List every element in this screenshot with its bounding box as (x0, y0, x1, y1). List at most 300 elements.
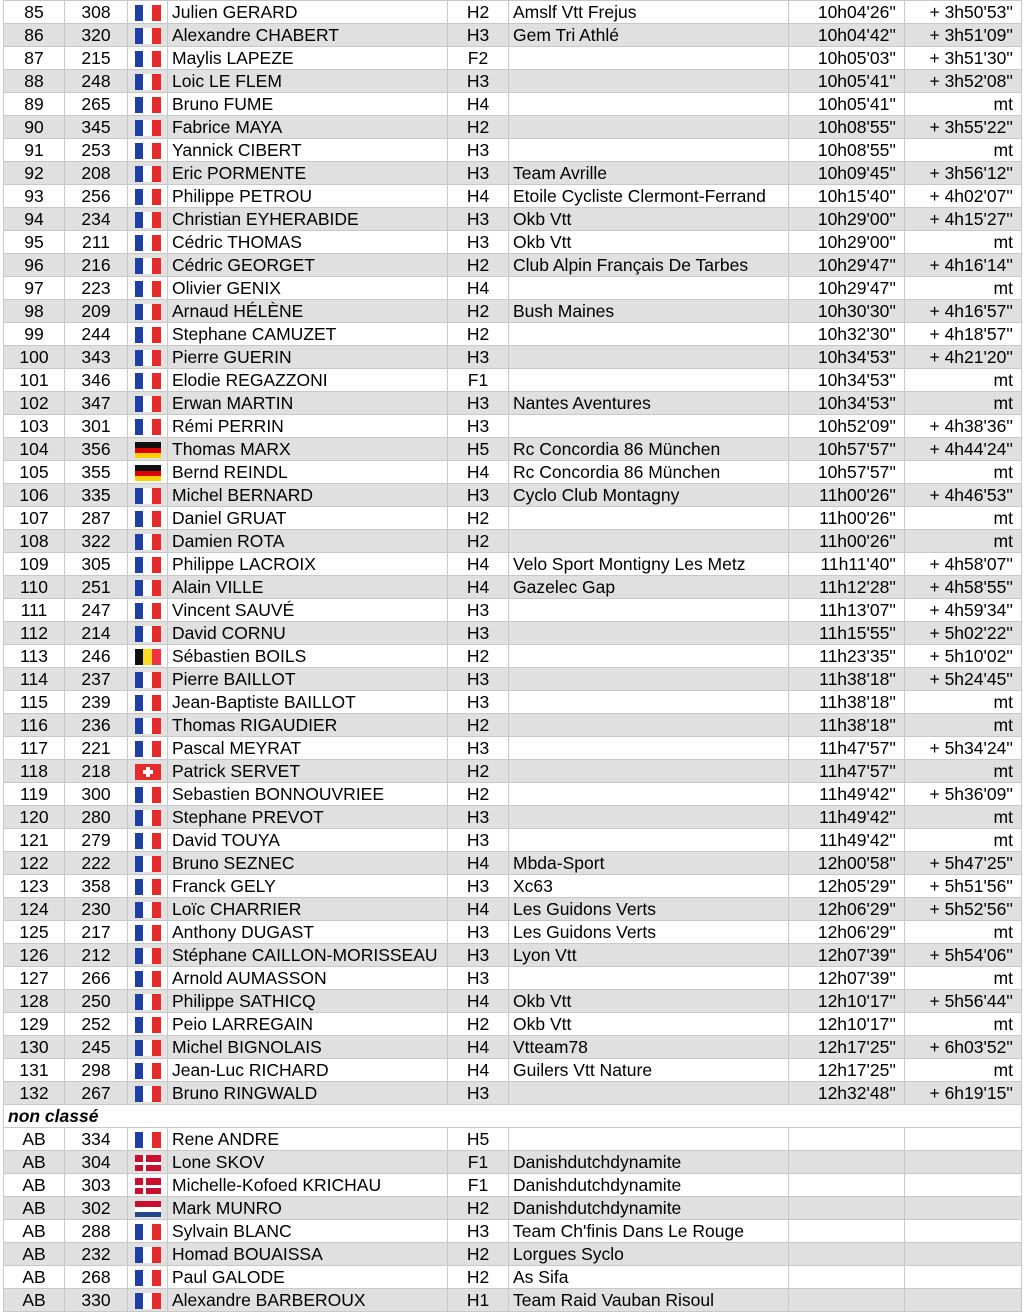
rank-cell: 103 (4, 415, 65, 438)
flag-fr-icon (135, 580, 161, 596)
table-row (4, 1243, 1022, 1266)
rank-cell: AB (4, 1243, 65, 1266)
flag-cell (128, 806, 168, 829)
time-cell: 10h04'26'' (789, 1, 905, 24)
bib-cell: 232 (65, 1243, 128, 1266)
rank-cell: 87 (4, 47, 65, 70)
bib-cell: 358 (65, 875, 128, 898)
gap-cell: + 4h46'53'' (905, 484, 1022, 507)
category-cell: H4 (448, 553, 509, 576)
rank-cell: 95 (4, 231, 65, 254)
name-cell: Homad BOUAISSA (168, 1243, 448, 1266)
club-cell (509, 415, 789, 438)
bib-cell: 288 (65, 1220, 128, 1243)
gap-cell: + 4h15'27'' (905, 208, 1022, 231)
rank-cell: 88 (4, 70, 65, 93)
name-cell: Rene ANDRE (168, 1128, 448, 1151)
time-cell: 10h29'00'' (789, 231, 905, 254)
category-cell: H2 (448, 1243, 509, 1266)
category-cell: H3 (448, 944, 509, 967)
category-cell: H3 (448, 737, 509, 760)
time-cell: 11h00'26'' (789, 484, 905, 507)
name-cell: Maylis LAPEZE (168, 47, 448, 70)
rank-cell: 126 (4, 944, 65, 967)
gap-cell: + 4h44'24'' (905, 438, 1022, 461)
category-cell: H3 (448, 806, 509, 829)
gap-cell (905, 1243, 1022, 1266)
flag-cell (128, 346, 168, 369)
flag-fr-icon (135, 672, 161, 688)
flag-fr-icon (135, 1063, 161, 1079)
gap-cell: + 4h16'57'' (905, 300, 1022, 323)
flag-cell (128, 415, 168, 438)
table-row (4, 507, 1022, 530)
rank-cell: 124 (4, 898, 65, 921)
flag-fr-icon (135, 1293, 161, 1309)
rank-cell: 125 (4, 921, 65, 944)
category-cell: H3 (448, 691, 509, 714)
time-cell: 11h49'42'' (789, 783, 905, 806)
name-cell: Cédric GEORGET (168, 254, 448, 277)
flag-cell (128, 1036, 168, 1059)
bib-cell: 302 (65, 1197, 128, 1220)
category-cell: H2 (448, 507, 509, 530)
category-cell: H4 (448, 461, 509, 484)
flag-cell (128, 70, 168, 93)
club-cell: Les Guidons Verts (509, 921, 789, 944)
club-cell: Cyclo Club Montagny (509, 484, 789, 507)
bib-cell: 209 (65, 300, 128, 323)
table-row (4, 231, 1022, 254)
club-cell: Mbda-Sport (509, 852, 789, 875)
time-cell: 10h30'30'' (789, 300, 905, 323)
gap-cell: + 6h03'52'' (905, 1036, 1022, 1059)
name-cell: Daniel GRUAT (168, 507, 448, 530)
gap-cell (905, 1128, 1022, 1151)
flag-cell (128, 875, 168, 898)
category-cell: H3 (448, 484, 509, 507)
time-cell: 12h05'29'' (789, 875, 905, 898)
club-cell (509, 783, 789, 806)
rank-cell: 98 (4, 300, 65, 323)
flag-fr-icon (135, 902, 161, 918)
time-cell: 10h05'03'' (789, 47, 905, 70)
rank-cell: 91 (4, 139, 65, 162)
flag-cell (128, 24, 168, 47)
time-cell: 10h29'00'' (789, 208, 905, 231)
flag-nl-icon (135, 1201, 161, 1217)
flag-fr-icon (135, 810, 161, 826)
bib-cell: 248 (65, 70, 128, 93)
club-cell: As Sifa (509, 1266, 789, 1289)
rank-cell: 109 (4, 553, 65, 576)
table-row (4, 645, 1022, 668)
flag-fr-icon (135, 925, 161, 941)
flag-cell (128, 277, 168, 300)
club-cell: Team Ch'finis Dans Le Rouge (509, 1220, 789, 1243)
name-cell: Stephane CAMUZET (168, 323, 448, 346)
club-cell: Danishdutchdynamite (509, 1151, 789, 1174)
flag-cell (128, 484, 168, 507)
flag-cell (128, 323, 168, 346)
rank-cell: 97 (4, 277, 65, 300)
club-cell (509, 691, 789, 714)
rank-cell: 127 (4, 967, 65, 990)
gap-cell: mt (905, 714, 1022, 737)
bib-cell: 301 (65, 415, 128, 438)
bib-cell: 251 (65, 576, 128, 599)
name-cell: Philippe SATHICQ (168, 990, 448, 1013)
gap-cell: + 3h56'12'' (905, 162, 1022, 185)
time-cell: 11h15'55'' (789, 622, 905, 645)
flag-cell (128, 645, 168, 668)
time-cell: 12h07'39'' (789, 967, 905, 990)
gap-cell: + 5h36'09'' (905, 783, 1022, 806)
rank-cell: AB (4, 1151, 65, 1174)
flag-cell (128, 369, 168, 392)
club-cell (509, 599, 789, 622)
rank-cell: 94 (4, 208, 65, 231)
name-cell: Pierre GUERIN (168, 346, 448, 369)
category-cell: H3 (448, 1220, 509, 1243)
name-cell: Mark MUNRO (168, 1197, 448, 1220)
club-cell (509, 967, 789, 990)
rank-cell: 132 (4, 1082, 65, 1105)
flag-fr-icon (135, 1247, 161, 1263)
table-row (4, 829, 1022, 852)
club-cell: Okb Vtt (509, 231, 789, 254)
gap-cell (905, 1266, 1022, 1289)
flag-fr-icon (135, 74, 161, 90)
time-cell: 11h00'26'' (789, 530, 905, 553)
category-cell: H2 (448, 645, 509, 668)
flag-cell (128, 553, 168, 576)
bib-cell: 218 (65, 760, 128, 783)
flag-fr-icon (135, 281, 161, 297)
gap-cell: + 4h59'34'' (905, 599, 1022, 622)
rank-cell: 120 (4, 806, 65, 829)
gap-cell: + 5h34'24'' (905, 737, 1022, 760)
name-cell: Bernd REINDL (168, 461, 448, 484)
rank-cell: 113 (4, 645, 65, 668)
rank-cell: 85 (4, 1, 65, 24)
bib-cell: 347 (65, 392, 128, 415)
gap-cell: + 4h58'55'' (905, 576, 1022, 599)
table-row (4, 208, 1022, 231)
club-cell (509, 714, 789, 737)
category-cell: H3 (448, 921, 509, 944)
category-cell: H2 (448, 323, 509, 346)
club-cell: Danishdutchdynamite (509, 1197, 789, 1220)
bib-cell: 234 (65, 208, 128, 231)
bib-cell: 212 (65, 944, 128, 967)
gap-cell: + 4h21'20'' (905, 346, 1022, 369)
club-cell (509, 737, 789, 760)
club-cell: Team Raid Vauban Risoul (509, 1289, 789, 1312)
bib-cell: 221 (65, 737, 128, 760)
category-cell: H4 (448, 576, 509, 599)
category-cell: H5 (448, 438, 509, 461)
rank-cell: 110 (4, 576, 65, 599)
table-row (4, 898, 1022, 921)
gap-cell: + 4h58'07'' (905, 553, 1022, 576)
club-cell: Les Guidons Verts (509, 898, 789, 921)
flag-cell (128, 208, 168, 231)
rank-cell: 96 (4, 254, 65, 277)
flag-fr-icon (135, 695, 161, 711)
club-cell: Nantes Aventures (509, 392, 789, 415)
name-cell: Eric PORMENTE (168, 162, 448, 185)
flag-cell (128, 1289, 168, 1312)
flag-fr-icon (135, 603, 161, 619)
club-cell: Gazelec Gap (509, 576, 789, 599)
gap-cell: mt (905, 392, 1022, 415)
club-cell: Velo Sport Montigny Les Metz (509, 553, 789, 576)
flag-fr-icon (135, 1040, 161, 1056)
name-cell: Thomas RIGAUDIER (168, 714, 448, 737)
club-cell (509, 507, 789, 530)
category-cell: H3 (448, 829, 509, 852)
name-cell: Pascal MEYRAT (168, 737, 448, 760)
flag-cell (128, 47, 168, 70)
time-cell: 10h34'53'' (789, 346, 905, 369)
time-cell: 10h09'45'' (789, 162, 905, 185)
bib-cell: 211 (65, 231, 128, 254)
flag-cell (128, 438, 168, 461)
name-cell: Alain VILLE (168, 576, 448, 599)
category-cell: H2 (448, 1, 509, 24)
gap-cell (905, 1289, 1022, 1312)
flag-cell (128, 1, 168, 24)
club-cell (509, 369, 789, 392)
table-row (4, 47, 1022, 70)
table-row (4, 921, 1022, 944)
category-cell: H3 (448, 668, 509, 691)
category-cell: H2 (448, 783, 509, 806)
gap-cell: + 4h38'36'' (905, 415, 1022, 438)
gap-cell: mt (905, 967, 1022, 990)
bib-cell: 253 (65, 139, 128, 162)
bib-cell: 298 (65, 1059, 128, 1082)
flag-fr-icon (135, 212, 161, 228)
time-cell: 10h34'53'' (789, 392, 905, 415)
flag-cell (128, 599, 168, 622)
name-cell: Bruno SEZNEC (168, 852, 448, 875)
gap-cell: mt (905, 461, 1022, 484)
gap-cell: mt (905, 507, 1022, 530)
table-row (4, 967, 1022, 990)
club-cell: Vtteam78 (509, 1036, 789, 1059)
table-row (4, 346, 1022, 369)
bib-cell: 356 (65, 438, 128, 461)
club-cell (509, 829, 789, 852)
bib-cell: 346 (65, 369, 128, 392)
flag-be-icon (135, 649, 161, 665)
results-table (3, 0, 1022, 1312)
club-cell: Lorgues Syclo (509, 1243, 789, 1266)
bib-cell: 244 (65, 323, 128, 346)
bib-cell: 222 (65, 852, 128, 875)
name-cell: Anthony DUGAST (168, 921, 448, 944)
table-row (4, 875, 1022, 898)
club-cell (509, 622, 789, 645)
rank-cell: 107 (4, 507, 65, 530)
flag-cell (128, 737, 168, 760)
gap-cell (905, 1174, 1022, 1197)
rank-cell: 118 (4, 760, 65, 783)
time-cell: 10h05'41'' (789, 70, 905, 93)
bib-cell: 279 (65, 829, 128, 852)
flag-fr-icon (135, 994, 161, 1010)
table-row (4, 691, 1022, 714)
table-row (4, 783, 1022, 806)
table-row (4, 668, 1022, 691)
club-cell (509, 760, 789, 783)
section-label: non classé (4, 1105, 1022, 1128)
gap-cell: mt (905, 93, 1022, 116)
name-cell: Philippe LACROIX (168, 553, 448, 576)
flag-cell (128, 1013, 168, 1036)
name-cell: Pierre BAILLOT (168, 668, 448, 691)
name-cell: Fabrice MAYA (168, 116, 448, 139)
category-cell: H4 (448, 185, 509, 208)
table-row (4, 737, 1022, 760)
category-cell: H2 (448, 116, 509, 139)
category-cell: H3 (448, 415, 509, 438)
club-cell (509, 346, 789, 369)
category-cell: H4 (448, 898, 509, 921)
time-cell: 12h00'58'' (789, 852, 905, 875)
rank-cell: AB (4, 1197, 65, 1220)
flag-fr-icon (135, 1017, 161, 1033)
rank-cell: 129 (4, 1013, 65, 1036)
flag-cell (128, 990, 168, 1013)
bib-cell: 237 (65, 668, 128, 691)
name-cell: Bruno RINGWALD (168, 1082, 448, 1105)
flag-ch-icon (135, 764, 161, 780)
flag-cell (128, 576, 168, 599)
flag-fr-icon (135, 1224, 161, 1240)
rank-cell: 89 (4, 93, 65, 116)
bib-cell: 343 (65, 346, 128, 369)
bib-cell: 303 (65, 1174, 128, 1197)
table-row (4, 1174, 1022, 1197)
rank-cell: 108 (4, 530, 65, 553)
time-cell: 12h32'48'' (789, 1082, 905, 1105)
flag-fr-icon (135, 5, 161, 21)
flag-cell (128, 1197, 168, 1220)
bib-cell: 322 (65, 530, 128, 553)
club-cell: Xc63 (509, 875, 789, 898)
rank-cell: 115 (4, 691, 65, 714)
name-cell: Michelle-Kofoed KRICHAU (168, 1174, 448, 1197)
flag-cell (128, 829, 168, 852)
club-cell: Okb Vtt (509, 208, 789, 231)
bib-cell: 246 (65, 645, 128, 668)
category-cell: F2 (448, 47, 509, 70)
time-cell: 12h17'25'' (789, 1036, 905, 1059)
flag-fr-icon (135, 235, 161, 251)
rank-cell: AB (4, 1266, 65, 1289)
bib-cell: 215 (65, 47, 128, 70)
rank-cell: 117 (4, 737, 65, 760)
flag-fr-icon (135, 534, 161, 550)
club-cell: Gem Tri Athlé (509, 24, 789, 47)
rank-cell: AB (4, 1128, 65, 1151)
time-cell: 10h29'47'' (789, 277, 905, 300)
time-cell: 10h34'53'' (789, 369, 905, 392)
table-row (4, 1059, 1022, 1082)
gap-cell (905, 1151, 1022, 1174)
name-cell: Jean-Luc RICHARD (168, 1059, 448, 1082)
category-cell: H2 (448, 1197, 509, 1220)
non-classe-section (4, 1105, 1022, 1128)
name-cell: Alexandre CHABERT (168, 24, 448, 47)
time-cell: 11h00'26'' (789, 507, 905, 530)
club-cell (509, 1128, 789, 1151)
category-cell: H3 (448, 24, 509, 47)
category-cell: H3 (448, 392, 509, 415)
gap-cell: + 3h51'09'' (905, 24, 1022, 47)
flag-fr-icon (135, 350, 161, 366)
name-cell: David TOUYA (168, 829, 448, 852)
time-cell: 11h23'35'' (789, 645, 905, 668)
category-cell: H4 (448, 852, 509, 875)
club-cell (509, 47, 789, 70)
table-row (4, 1220, 1022, 1243)
table-row (4, 599, 1022, 622)
gap-cell: mt (905, 760, 1022, 783)
gap-cell: + 6h19'15'' (905, 1082, 1022, 1105)
club-cell (509, 70, 789, 93)
bib-cell: 216 (65, 254, 128, 277)
flag-cell (128, 1128, 168, 1151)
flag-cell (128, 231, 168, 254)
time-cell: 11h11'40'' (789, 553, 905, 576)
rank-cell: 112 (4, 622, 65, 645)
time-cell: 10h08'55'' (789, 139, 905, 162)
table-row (4, 70, 1022, 93)
flag-cell (128, 93, 168, 116)
time-cell: 10h04'42'' (789, 24, 905, 47)
category-cell: H2 (448, 1013, 509, 1036)
club-cell (509, 116, 789, 139)
table-row (4, 622, 1022, 645)
time-cell: 10h57'57'' (789, 461, 905, 484)
flag-fr-icon (135, 879, 161, 895)
name-cell: Peio LARREGAIN (168, 1013, 448, 1036)
rank-cell: 116 (4, 714, 65, 737)
club-cell: Club Alpin Français De Tarbes (509, 254, 789, 277)
time-cell: 11h13'07'' (789, 599, 905, 622)
gap-cell: + 5h47'25'' (905, 852, 1022, 875)
club-cell (509, 530, 789, 553)
flag-cell (128, 898, 168, 921)
flag-fr-icon (135, 787, 161, 803)
gap-cell: mt (905, 1059, 1022, 1082)
time-cell: 10h29'47'' (789, 254, 905, 277)
rank-cell: AB (4, 1220, 65, 1243)
rank-cell: AB (4, 1289, 65, 1312)
name-cell: Damien ROTA (168, 530, 448, 553)
flag-cell (128, 392, 168, 415)
category-cell: H3 (448, 599, 509, 622)
name-cell: Elodie REGAZZONI (168, 369, 448, 392)
flag-fr-icon (135, 741, 161, 757)
flag-cell (128, 530, 168, 553)
bib-cell: 280 (65, 806, 128, 829)
name-cell: Bruno FUME (168, 93, 448, 116)
